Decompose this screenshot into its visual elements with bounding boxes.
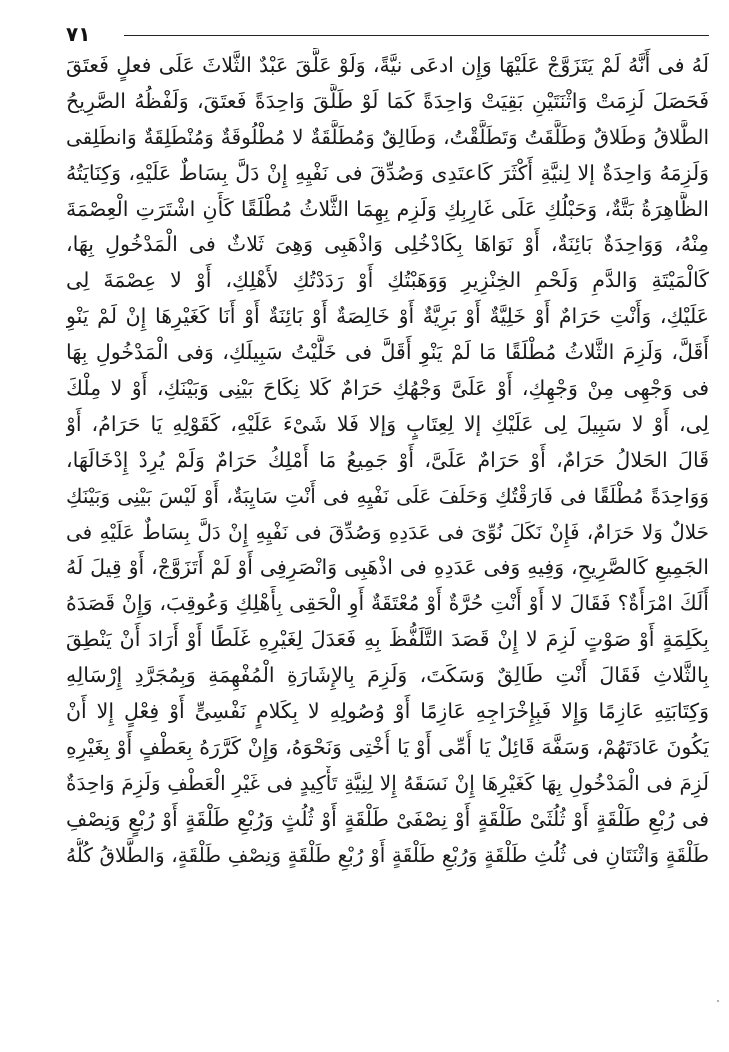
text-line: وَلَزِمَهُ وَاحِدَةٌ إلا لِنيَّةِ أَكْثَرَ كَاعتَدِى وَصُدِّقَ فى نَفْيِهِ إِنْ دَلَّ بِسَاطٌ عَلَيْهِ، وَكِنَايَتُهُ [66,160,709,185]
body-text [66,48,709,873]
text-line: الطَّلاقُ وَطَلاقٌ وَطَلَّقَتُ وَتَطَلَّقْتُ، وَطَالِقٌ وَمُطَلَّقَةٌ لا مُطْلُوقَةٌ وَمُنْطَلِقَةٌ وَانطَلِقى [66,124,709,149]
text-line: لَهُ فى أَنَّهُ لَمْ يَتَزَوَّجْ عَلَيْهَا وَإِن ادعَى نيَّةً، وَلَوْ عَلَّقَ عَبْدٌ الثَّلاثَ عَلَى فعلٍ فَعتَقَ [66,53,709,77]
text-line: الجَمِيعِ كَالصَّرِيحِ، وَفِيهِ وَفى عَدَدِهِ فى اذْهَبِى وَانْصَرِفِى أَوْ لَمْ أَتَزَوَّجْ، أَوْ قِيلَ لَهُ [66,555,709,580]
text-line: وَكِتَابَتِهِ عَازِمًا وَإِلا فَبِإِخْرَاجِهِ عَازِمًا أَوْ وُصُولِهِ لا بِكَلامٍ نَفْسِىٍّ أَوْ فِعْلٍ إِلا أَنْ [66,699,709,724]
text-line: حَلالٌ وَلا حَرَامٌ، فَإِنْ نَكَلَ نُوِّىَ فى عَدَدِهِ وَصُدِّقَ فى نَفْيِهِ إِنْ دَلَّ بِسَاطٌ عَلَيْهِ فى [66,519,709,544]
header-rule [124,35,709,36]
text-line: كَالْمَيْتَةِ وَالدَّمِ وَلَحْمِ الخِنْزِيرِ وَوَهَبْتُكِ أَوْ رَدَدْتُكِ لأَهْلِكِ، أَوْ لا عِصْمَةَ لِى [66,268,709,293]
text-line: أَقَلَّ، وَلَزِمَ الثَّلاثُ مُطْلَقًا مَا لَمْ يَنْوِ أَقَلَّ فى خَلَّيْتُ سَبِيلَكِ، وَفى الْمَدْخُولِ بِهَا [66,340,709,365]
text-line: مِنْهُ، وَوَاحِدَةٌ بَائِنَةٌ، أَوْ نَوَاهَا بِكَادْخُلِى وَاذْهَبِى وَهِىَ ثَلاثٌ فى الْمَدْخُولِ بِهَا، [66,232,709,257]
scan-speck [717,1000,719,1002]
text-line: بِكَلِمَةٍ أَوْ صَوْتٍ لَزِمَ لا إِنْ قَصَدَ التَّلَفُّظَ بِهِ فَعَدَلَ لِغَيْرِهِ غَلَطًا أَوْ أَرَادَ أَنْ يَنْطِقَ [66,627,709,652]
text-line: عَلَيْكِ، وَأَنْتِ حَرَامٌ أَوْ خَلِيَّةٌ أَوْ بَرِيَّةٌ أَوْ خَالِصَةٌ أَوْ بَائِنَةٌ أَوْ أَنَا كَغَيْرِهَا إِنْ لَمْ يَنْوِ [66,304,709,329]
text-line: فى وَجْهِى مِنْ وَجْهِكِ، أَوْ عَلَىَّ وَجْهُكِ حَرَامٌ كَلا نِكَاحَ بَيْنِى وَبَيْنَكِ، أَوْ لا مِلْكَ [66,376,709,401]
text-line: لَزِمَ فى الْمَدْخُولِ بِهَا كَغَيْرِهَا إِنْ نَسَقَهُ إِلا لِنِيَّةِ تَأْكِيدٍ فى غَيْرِ الْعَطْفِ وَلَزِمَ وَاحِدَةٌ [66,770,709,795]
text-line: يَكُونَ عَادَتَهُمْ، وَسَفَّهَ قَائِلٌ يَا أُمِّى أَوْ يَا أُخْتِى وَنَحْوَهُ، وَإِنْ كَرَّرَهُ بِعَطْفٍ أَوْ بِغَيْرِهِ [66,734,709,759]
text-line: طَلْقَةٍ وَاثْنَتَانِ فى ثُلُثِ طَلْقَةٍ وَرُبْعِ طَلْقَةٍ أَوْ رُبْعِ طَلْقَةٍ وَنِصْفِ طَلْقَةٍ، وَالطَّلاقُ كُلُّهُ [66,842,709,867]
page-header [66,22,709,46]
text-line: لِى، أَوْ لا سَبِيلَ لِى عَلَيْكِ إلا لِعِتَابٍ وَإلا فَلا شَىْءَ عَلَيْهِ، كَقَوْلِهِ يَا حَرَامُ، أَوْ [66,411,709,436]
page-number: ٧١ [66,22,91,46]
text-line: فى رُبْعِ طَلْقَةٍ أَوْ ثُلُثَىْ طَلْقَةٍ أَوْ نِصْفَىْ طَلْقَةٍ أَوْ ثُلُثٍ وَرُبْعِ طَلْقَةٍ أَوْ رُبْعٍ وَنِصْفِ [66,806,709,831]
text-line: وَوَاحِدَةً مُطْلَقًا فى فَارَقْتُكِ وَحَلَفَ عَلَى نَفْيِهِ فى أَنْتِ سَايِبَةٌ، أَوْ لَيْسَ بَيْنِى وَبَيْنَكِ [66,483,709,508]
text-line: الظَّاهِرَةُ بَتَّةٌ، وَحَبْلُكِ عَلَى غَارِبِكِ وَلَزِم بِهِمَا الثَّلاثُ مُطْلَقًا كَأَنِ اشْتَرَتِ الْعِصْمَةَ [66,196,709,221]
text-line: بِالثَّلاثِ فَقَالَ أَنْتِ طَالِقٌ وَسَكَتَ، وَلَزِمَ بِالإِشَارَةِ الْمُفْهِمَةِ وَبِمُجَرَّدِ إِرْسَالِهِ [66,663,709,688]
text-line: قَالَ الحَلالُ حَرَامٌ، أَوْ حَرَامٌ عَلَىَّ، أَوْ جَمِيعُ مَا أَمْلِكُ حَرَامٌ وَلَمْ يُرِدْ إِدْخَالَهَا، [66,447,709,472]
text-line: أَلَكَ امْرَأَةٌ؟ فَقَالَ لا أَوْ أَنْتِ حُرَّةٌ أَوْ مُعْتَقَةٌ أَوِ الْحَقِى بِأَهْلِكِ وَعُوقِبَ، وَإِنْ قَصَدَهُ [66,591,709,616]
text-line: فَحَصَلَ لَزِمَتْ وَاثْنَتَيْنِ بَقِيَتْ وَاحِدَةً كَمَا لَوْ طَلَّقَ وَاحِدَةً فَعتَقَ، وَلَفْظُهُ الصَّرِيحُ [66,88,709,113]
